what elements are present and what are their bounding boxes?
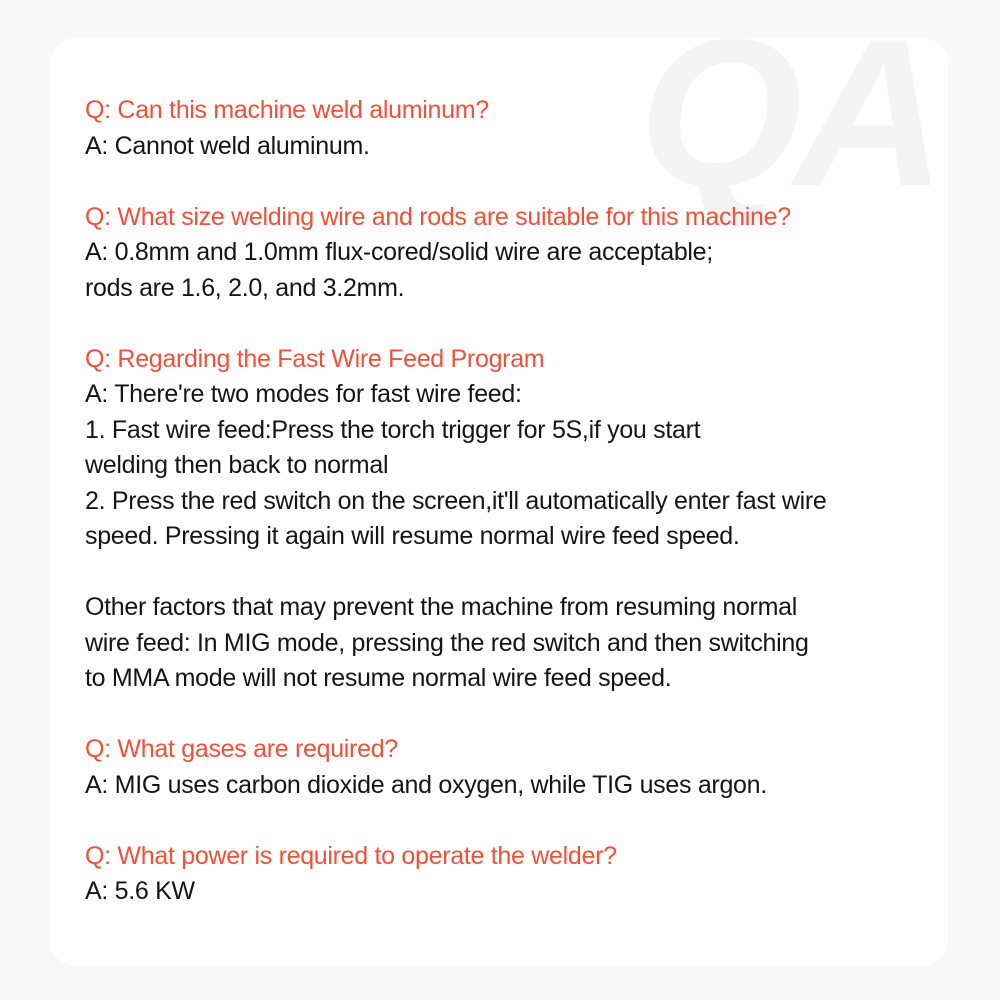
- answer-text: A: 5.6 KW: [85, 877, 195, 905]
- answer-text: A: MIG uses carbon dioxide and oxygen, while TIG uses argon.: [85, 770, 767, 799]
- question-text: Q: What gases are required?: [85, 735, 398, 763]
- question-text: Q: Regarding the Fast Wire Feed Program: [85, 344, 545, 373]
- answer-text: rods are 1.6, 2.0, and 3.2mm.: [85, 273, 405, 302]
- answer-text: to MMA mode will not resume normal wire feed speed.: [85, 664, 672, 692]
- answer-text: speed. Pressing it again will resume normal wire feed speed.: [85, 522, 740, 550]
- qa-block-power: [85, 839, 948, 910]
- question-text: Q: Can this machine weld aluminum?: [85, 96, 489, 124]
- answer-text: A: There're two modes for fast wire feed:: [85, 380, 522, 408]
- answer-text: wire feed: In MIG mode, pressing the red switch and then switching: [85, 628, 809, 657]
- qa-block-wire-size: [85, 200, 948, 307]
- answer-text: welding then back to normal: [85, 451, 389, 479]
- answer-text: 2. Press the red switch on the screen,it'll automatically enter fast wire: [85, 486, 827, 515]
- qa-block-other-factors: [85, 590, 948, 697]
- answer-text: 1. Fast wire feed:Press the torch trigger for 5S,if you start: [85, 415, 701, 444]
- question-text: Q: What size welding wire and rods are suitable for this machine?: [85, 202, 791, 231]
- qa-watermark: QA: [639, 38, 938, 230]
- answer-text: A: 0.8mm and 1.0mm flux-cored/solid wire are acceptable;: [85, 238, 713, 266]
- qa-block-aluminum: [85, 93, 948, 164]
- qa-block-fast-wire-feed: [85, 342, 948, 555]
- question-text: Q: What power is required to operate the welder?: [85, 841, 617, 870]
- qa-block-gases: [85, 732, 948, 803]
- answer-text: A: Cannot weld aluminum.: [85, 131, 370, 160]
- qa-card: [50, 38, 948, 966]
- answer-text: Other factors that may prevent the machine from resuming normal: [85, 593, 797, 621]
- qa-content: [50, 38, 948, 910]
